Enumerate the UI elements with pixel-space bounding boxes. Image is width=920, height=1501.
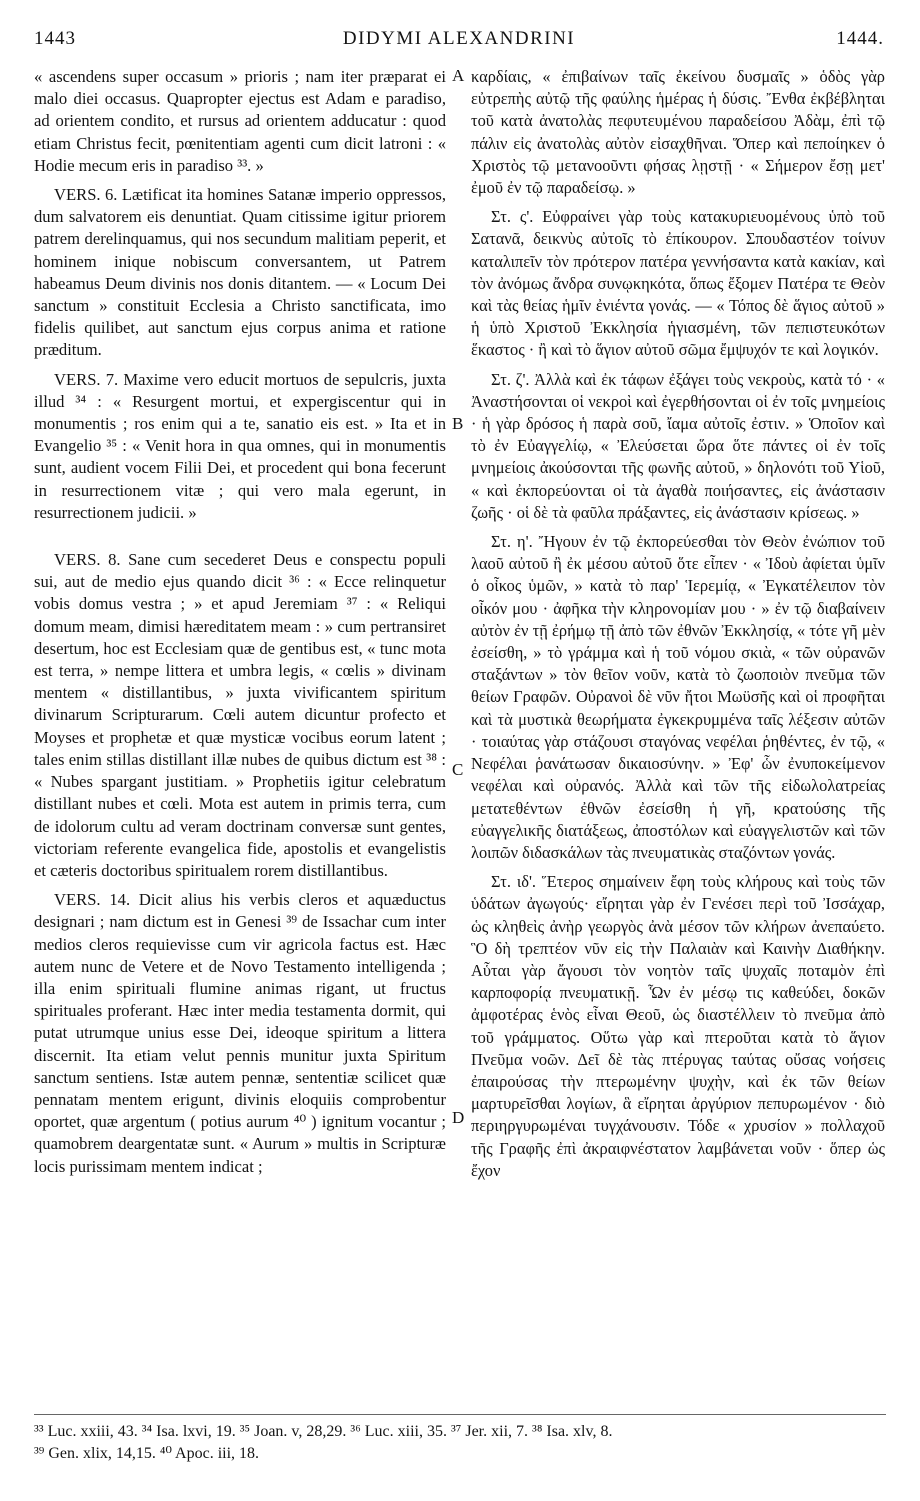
latin-paragraph: VERS. 8. Sane cum secederet Deus e conspectu populi sui, aut de medio ejus quando dicit ³⁶ : « Ecce relinquetur vobis domus vestra ; » et apud Jeremiam ³⁷ : « Reliqui domum meam, dimisi hæreditatem meam : » cum pertransiret desertum, hoc est Ecclesiam quæ de gentibus est, « tunc mota est terra, » nempe littera et umbra legis, « cœlis » divinam mentem « distillantibus, » juxta vivificantem spiritum divinarum Scripturarum. Cœli autem dicuntur profecto et Moyses et prophetæ et quæ mysticæ vocibus eorum latent ; tales enim stillas distillant illæ nubes de quibus dictum est ³⁸ : « Nubes spargant justitiam. » Prophetiis igitur celebratum distillant nubes et cœli. Mota est autem in primis terra, cum de idolorum cultu ad veram doctrinam conversæ sunt gentes, victoriam referente evangelica fide, apostolis et evangelistis et cæteris doctoribus spiritualem rorem distillantibus. bbox=[34, 550, 446, 880]
latin-column bbox=[34, 66, 446, 1185]
page-number-left: 1443 bbox=[34, 28, 76, 49]
greek-paragraph: Στ. ζ'. Ἀλλὰ καὶ ἐκ τάφων ἐξάγει τοὺς νεκροὺς, κατὰ τό · « Ἀναστήσονται οἱ νεκροὶ καὶ ἐγερθήσονται οἱ ἐν τοῖς μνημείοις · ἡ γὰρ δρόσος ἡ παρὰ σοῦ, ἴαμα αὐτοῖς ἐστιν. » Ὁποῖον καὶ τὸ ἐν Εὐαγγελίῳ, « Ἐλεύσεται ὥρα ὅτε πάντες οἱ ἐν τοῖς μνημείοις ἀκούσονται τῆς φωνῆς αὐτοῦ, » δηλονότι τοῦ Υἱοῦ, « καὶ ἐκπορεύονται οἱ τὰ ἀγαθὰ ποιήσαντες, εἰς ἀνάστασιν ζωῆς · οἱ δὲ τὰ φαῦλα πράξαντες, εἰς ἀνάστασιν κρίσεως. » bbox=[471, 369, 885, 522]
margin-letter: B bbox=[452, 414, 464, 433]
running-title: DIDYMI ALEXANDRINI bbox=[342, 28, 576, 49]
greek-paragraph: Στ. ιδ'. Ἕτερος σημαίνειν ἔφη τοὺς κλήρους καὶ τοὺς τῶν ὑδάτων ἀγωγούς· εἴρηται γὰρ ἐν Γενέσει περὶ τοῦ Ἰσσάχαρ, ὡς κληθεὶς ἀνὴρ γεωργὸς ἀνὰ μέσον τῶν κλήρων ἀνεπαύετο. Ὃ δὴ τρεπτέον νῦν εἰς τὴν Παλαιὰν καὶ Καινὴν Διαθήκην. Αὗται γὰρ ἄγουσι τὸν νοητὸν ταῖς ψυχαῖς ποταμὸν ἐπὶ καρποφορίᾳ πνευματικῇ. Ὧν ἐν μέσῳ τις καθεύδει, δοκῶν ἀμφοτέρας ἑνὸς εἶναι Θεοῦ, ὡς διαστέλλειν τὸ πνεῦμα ἀπὸ τοῦ γράμματος. Οὕτω γὰρ καὶ πτεροῦται κατὰ τὸ ἅγιον Πνεῦμα νοῶν. Δεῖ δὲ τὰς πτέρυγας ταύτας οὔσας νοήσεις ἐπαιρούσας τὴν πτερωμένην ψυχὴν, καὶ ἐκ τῶν θείων μαρτυρεῖσθαι λογίων, ἃ εἴρηται ἀργύριον πεπυρωμένον · διὸ περιηργυρωμέναι τυγχάνουσιν. Τόδε « χρυσίον » πολλαχοῦ τῆς Γραφῆς ἐπὶ ἀκραιφνέστατον λαμβάνεται νοῦν · ὅπερ ὡς ἔχον bbox=[471, 872, 885, 1180]
greek-paragraph: καρδίαις, « ἐπιβαίνων ταῖς ἐκείνου δυσμαῖς » ὁδὸς γὰρ εὐτρεπὴς αὐτῷ τῆς φαύλης ἡμέρας ἡ δύσις. Ἔνθα ἐκβέβληται τοῦ κατὰ ἀνατολὰς πεφυτευμένου παραδείσου Ἀδὰμ, ἐπὶ τῷ πάλιν εἰς ἀνατολὰς αὐτὸν εἰσαχθῆναι. Ὅπερ καὶ πεποίηκεν ὁ Χριστὸς τῷ μετανοοῦντι φήσας λῃστῇ · « Σήμερον ἔσῃ μετ' ἐμοῦ ἐν τῷ παραδείσῳ. » bbox=[471, 67, 885, 198]
footnote-line: ³³ Luc. xxiii, 43. ³⁴ Isa. lxvi, 19. ³⁵ Joan. v, 28,29. ³⁶ Luc. xiii, 35. ³⁷ Jer. xii, 7. ³⁸ Isa. xlv, 8. bbox=[34, 1423, 613, 1440]
latin-paragraph: VERS. 7. Maxime vero educit mortuos de sepulcris, juxta illud ³⁴ : « Resurgent mortui, et expergiscentur qui in monumentis ; ros enim qui a te, sanatio eis est. » Ita et in Evangelio ³⁵ : « Venit hora in qua omnes, qui in monumentis sunt, audient vocem Filii Dei, et procedent qui bona fecerunt in resurrectionem vitæ ; qui vero mala egerunt, in resurrectionem judicii. » bbox=[34, 369, 446, 522]
latin-paragraph: VERS. 14. Dicit alius his verbis cleros et aquæductus designari ; nam dictum est in Genesi ³⁹ de Issachar cum inter medios cleros requievisse cum vir agricola factus est. Hæc autem nunc de Vetere et de Novo Testamento intelligenda ; illa enim spirituali flumine animas rigant, ut fructus spirituales proferant. Hæc inter media testamenta dormit, qui putat utrumque unius esse Dei, ideoque spiritum a littera discernit. Ita etiam velut pennis munitur juxta Spiritum sanctum sentiens. Istæ autem pennæ, sententiæ scilicet quæ pennatam mentem erigunt, divinis eloquiis comprobentur oportet, quæ argentum ( potius aurum ⁴⁰ ) ignitum vocantur ; quamobrem deargentatæ sunt. « Aurum » multis in Scripturæ locis purissimam mentem indicat ; bbox=[34, 890, 446, 1176]
greek-paragraph: Στ. ς'. Εὐφραίνει γὰρ τοὺς κατακυριευομένους ὑπὸ τοῦ Σατανᾶ, δεικνὺς αὐτοῖς τὸ ἐπίκουρον. Σπουδαστέον τοίνυν καταλιπεῖν τὸν πρότερον πατέρα γεννήσαντα κατὰ κακίαν, καὶ τὸν ἀνόμως ἄνδρα συνῳκηκότα, ὅπως ἔξομεν Πατέρα τε Θεὸν καὶ τὰς θείας ἡμῖν ἐνιέντα γονάς. — « Τόπος δὲ ἅγιος αὐτοῦ » ἡ ὑπὸ Χριστοῦ Ἐκκλησία ἡγιασμένη, τῶν πεπιστευκότων ἕκαστος · ἢ καὶ τὸ ἅγιον αὐτοῦ σῶμα ἔμψυχόν τε καὶ λογικόν. bbox=[471, 207, 885, 360]
latin-paragraph: VERS. 6. Lætificat ita homines Satanæ imperio oppressos, dum salvatorem eis denuntiat. Quam citissime igitur priorem patrem derelinquamus, qui nos secundum malitiam peperit, et hominem inique nobiscum conversantem, ut Patrem habeamus Deum divinis nos donis ditantem. — « Locum Dei sanctum » constituit Ecclesia a Christo sanctificata, imo fidelis quilibet, aut sanctum ejus corpus anima et ratione præditum. bbox=[34, 185, 446, 360]
greek-paragraph: Στ. η'. Ἤγουν ἐν τῷ ἐκπορεύεσθαι τὸν Θεὸν ἐνώπιον τοῦ λαοῦ αὐτοῦ ἢ ἐκ μέσου αὐτοῦ ὅτε εἶπεν · « Ἰδοὺ ἀφίεται ὑμῖν ὁ οἶκος ὑμῶν, » κατὰ τὸ παρ' Ἱερεμίᾳ, « Ἐγκατέλειπον τὸν οἶκόν μου · ἀφῆκα τὴν κληρονομίαν μου · » ἐν τῷ διαβαίνειν αὐτὸν ἐν τῇ ἐρήμῳ τῇ ἀπὸ τῶν ἐθνῶν Ἐκκλησίᾳ, « τότε γῆ μὲν ἐσείσθη, » τὸ γράμμα καὶ ἡ τοῦ νόμου σκιὰ, « τῶν οὐρανῶν σταξάντων » τὸν θεῖον νοῦν, κατὰ τὸ ζωοποιὸν πνεῦμα τῶν θείων Γραφῶν. Οὐρανοὶ δὲ νῦν ἤτοι Μωϋσῆς καὶ οἱ προφῆται καὶ τὰ μυστικὰ θεωρήματα ἐγκεκρυμμένα ταῖς λέξεσιν αὐτῶν · τοιαύτας γὰρ στάζουσι σταγόνας νεφέλαι ῥηθέντες, ἐν τῷ, « Νεφέλαι ῥανάτωσαν δικαιοσύνην. » Ἐφ' ὧν ἐνυποκείμενον νεφέλαι καὶ οὐρανός. Ἀλλὰ καὶ τῶν τῆς εἰδωλολατρείας μετατεθέντων ἐθνῶν ἐσείσθη ἡ γῆ, κρατούσης τῆς εὐαγγελικῆς διατάξεως, ἀποστόλων καὶ εὐαγγελιστῶν καὶ τῶν λοιπῶν διδασκάλων τὰς πνευματικὰς σταζόντων γονάς. bbox=[471, 532, 885, 862]
margin-letter: C bbox=[452, 760, 464, 779]
page-header bbox=[34, 28, 884, 56]
greek-column bbox=[471, 66, 885, 1189]
page-number-right: 1444. bbox=[836, 28, 884, 49]
latin-paragraph: « ascendens super occasum » prioris ; nam iter præparat ei malo diei occasus. Quapropter ejectus est Adam e paradiso, ad orientem condito, et rursus ad orientem adducatur : quod etiam Christus fecit, pœnitentiam agenti cum dicit latroni : « Hodie mecum eris in paradiso ³³. » bbox=[34, 67, 446, 175]
footnotes bbox=[34, 1414, 886, 1465]
margin-letter: A bbox=[452, 66, 465, 85]
margin-letter: D bbox=[452, 1108, 465, 1127]
footnote-line: ³⁹ Gen. xlix, 14,15. ⁴⁰ Apoc. iii, 18. bbox=[34, 1445, 260, 1462]
